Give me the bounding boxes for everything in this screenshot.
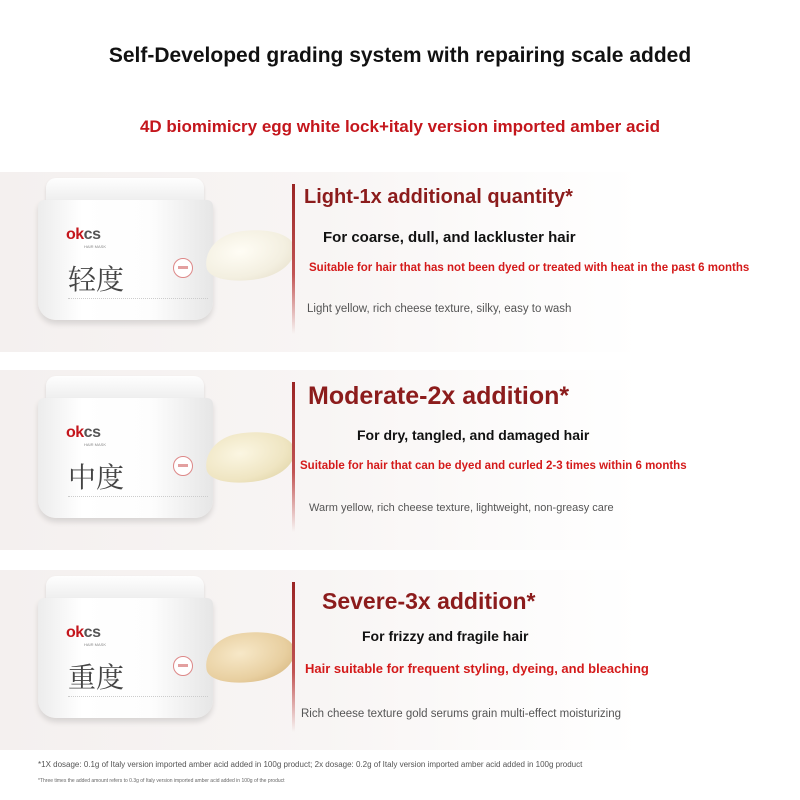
tier-heading: Severe-3x addition*: [322, 588, 536, 614]
tier-texture-text: Warm yellow, rich cheese texture, lightweight, non-greasy care: [309, 502, 614, 514]
tier-divider: [292, 184, 295, 334]
tier-divider: [292, 582, 295, 732]
jar-level: 重度: [68, 661, 125, 694]
tier-texture-text: Light yellow, rich cheese texture, silky, easy to wash: [307, 303, 572, 315]
jar-label: HAIR MASK: [84, 442, 107, 447]
seal-icon: [173, 456, 193, 476]
footnote-dosage: *1X dosage: 0.1g of Italy version imported amber acid added in 100g product; 2x dosage: 0.2g of Italy version imported amber acid added in 100g product: [38, 760, 583, 769]
jar-level: 轻度: [68, 263, 125, 296]
tier-divider: [292, 382, 295, 532]
jar-body: [38, 598, 213, 718]
seal-icon: [173, 258, 193, 278]
tier-for-text: For coarse, dull, and lackluster hair: [323, 229, 576, 246]
tier-suitable-text: Suitable for hair that has not been dyed or treated with heat in the past 6 months: [309, 262, 750, 274]
brand-logo: okcs: [66, 624, 101, 641]
jar-level: 中度: [68, 461, 125, 494]
jar-fine-print: [68, 496, 208, 500]
jar-fine-print: [68, 298, 208, 302]
seal-icon: [173, 656, 193, 676]
tier-for-text: For frizzy and fragile hair: [362, 628, 529, 644]
jar-fine-print: [68, 696, 208, 700]
tier-heading: Moderate-2x addition*: [308, 382, 570, 410]
page-subtitle: 4D biomimicry egg white lock+italy version imported amber acid: [139, 117, 661, 136]
tier-light: [0, 172, 800, 352]
jar-label: HAIR MASK: [84, 642, 107, 647]
page-title: Self-Developed grading system with repairing scale added: [108, 44, 692, 67]
tier-for-text: For dry, tangled, and damaged hair: [357, 427, 590, 443]
tier-severe: [0, 570, 800, 750]
tier-moderate: [0, 370, 800, 550]
tier-heading: Light-1x additional quantity*: [304, 186, 573, 208]
footnote-three-times: *Three times the added amount refers to 0.3g of Italy version imported amber acid added in 100g of the product: [38, 778, 285, 784]
brand-logo: okcs: [66, 226, 101, 243]
tier-suitable-text: Hair suitable for frequent styling, dyeing, and bleaching: [305, 661, 649, 676]
tier-suitable-text: Suitable for hair that can be dyed and curled 2-3 times within 6 months: [300, 460, 687, 472]
jar-body: [38, 398, 213, 518]
jar-body: [38, 200, 213, 320]
tier-texture-text: Rich cheese texture gold serums grain multi-effect moisturizing: [301, 708, 622, 720]
jar-label: HAIR MASK: [84, 244, 107, 249]
brand-logo: okcs: [66, 424, 101, 441]
